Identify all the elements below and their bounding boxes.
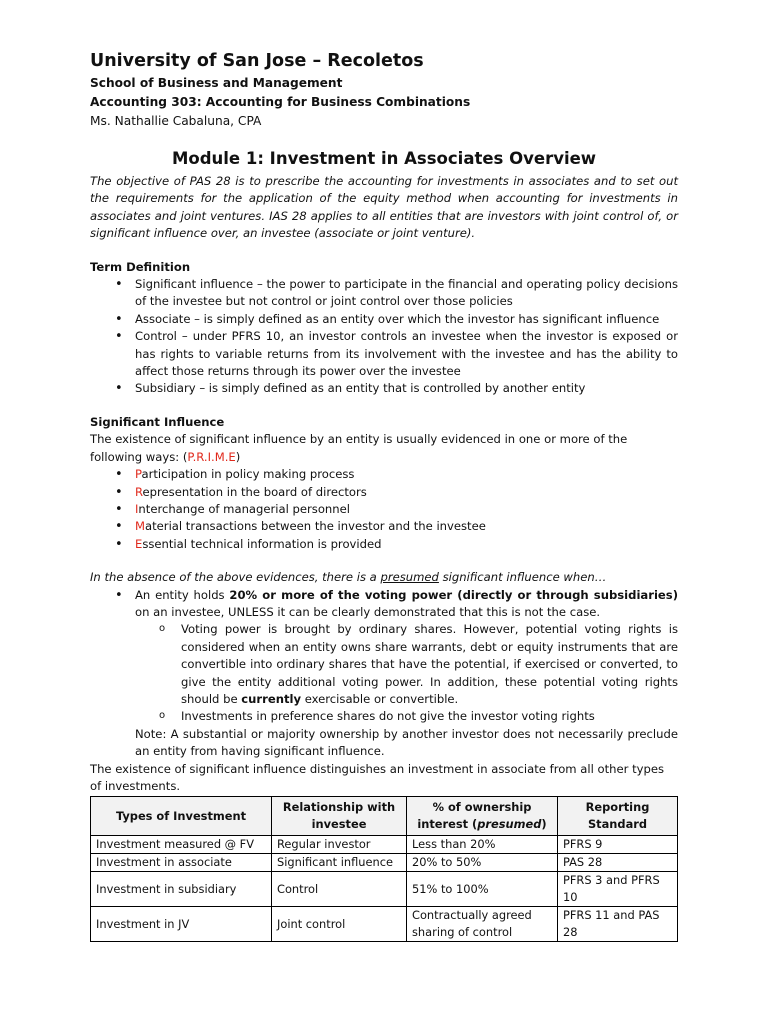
table-cell: Investment measured @ FV [91,836,272,854]
prime-text: epresentation in the board of directors [142,484,367,499]
prime-letter: R [135,484,143,499]
table-cell: Contractually agreed sharing of control [407,907,558,942]
column-header [407,797,558,836]
prime-letter: E [135,536,143,551]
table-cell: 51% to 100% [407,872,558,907]
module-title: Module 1: Investment in Associates Overview [171,149,597,168]
column-header: Reporting Standard [558,797,678,836]
table-row [91,907,678,942]
table-cell: Investment in associate [91,854,272,872]
prime-acronym: P.R.I.M.E [187,449,236,464]
column-header: Types of Investment [91,797,272,836]
prime-text: aterial transactions between the investor and the investee [145,519,486,534]
prime-text: nterchange of managerial personnel [138,501,350,516]
ownership-pre: % of ownership interest ( [417,800,532,832]
term-definition-heading: Term Definition [90,259,191,274]
list-item: • Control – under PFRS 10, an investor controls an investee when the investor is exposed or has rights to variable returns from its involvement with the investee and has the ability to affect those returns through its power over the investee [135,328,678,380]
bullet-post: on an investee, UNLESS it can be clearly demonstrated that this is not the case. [135,604,601,619]
absence-underlined: presumed [380,570,439,585]
intro-end: ) [235,449,241,464]
table-cell: Regular investor [272,836,407,854]
table-cell: Less than 20% [407,836,558,854]
term-definition-list [90,276,678,398]
prime-letter: P [135,467,142,482]
prime-letter: M [135,519,146,534]
list-item: • Associate – is simply defined as an entity over which the investor has significant influence [135,311,678,328]
table-cell: Significant influence [272,854,407,872]
ownership-post: ) [541,817,547,832]
absence-pre: In the absence of the above evidences, there is a [90,570,381,585]
list-item [135,466,678,483]
bullet-pre: An entity holds [135,587,230,602]
table-cell: Investment in JV [91,907,272,942]
table-row [91,872,678,907]
table-cell: Control [272,872,407,907]
absence-post: significant influence when… [438,570,607,585]
bullet-bold: 20% or more of the voting power (directly or through subsidiaries) [229,587,678,602]
sub-list-item: o Investments in preference shares do not give the investor voting rights [181,708,678,725]
table-cell: PFRS 11 and PAS 28 [558,907,678,942]
table-cell: PAS 28 [558,854,678,872]
list-item: • Significant influence – the power to participate in the financial and operating policy decisions of the investee but not control or joint control over those policies [135,276,678,311]
list-item: • Subsidiary – is simply defined as an entity that is controlled by another entity [135,380,678,397]
absence-intro [90,569,678,586]
sub1-bold: currently [241,691,302,706]
significant-influence-intro [90,431,678,466]
objective-paragraph: The objective of PAS 28 is to prescribe the accounting for investments in associates and to set out the requirements for the application of the equity method when accounting for investments in associates and joint ventures. IAS 28 applies to all entities that are investors with joint control of, or significant influence over, an investee (associate or joint venture). [90,174,678,241]
absence-list [90,587,678,726]
instructor-name: Ms. Nathallie Cabaluna, CPA [90,114,262,128]
sub1-post: exercisable or convertible. [301,691,459,706]
significant-influence-heading: Significant Influence [90,414,225,429]
table-cell: PFRS 3 and PFRS 10 [558,872,678,907]
list-item [135,518,678,535]
list-item [135,536,678,553]
university-name: University of San Jose – Recoletos [90,51,424,71]
table-row [91,836,678,854]
list-item [135,484,678,501]
sub-list-item [181,621,678,708]
table-cell: 20% to 50% [407,854,558,872]
table-cell: Investment in subsidiary [91,872,272,907]
course-name: Accounting 303: Accounting for Business Combinations [90,95,471,109]
list-item [135,501,678,518]
prime-text: articipation in policy making process [141,467,355,482]
sub-list [135,621,678,725]
investment-types-table [90,796,678,942]
column-header: Relationship with investee [272,797,407,836]
table-cell: Joint control [272,907,407,942]
list-item [135,587,678,726]
document-header [90,48,678,131]
prime-list [90,466,678,553]
table-cell: PFRS 9 [558,836,678,854]
ownership-em: presumed [477,817,542,832]
table-row [91,854,678,872]
intro-text: The existence of significant influence by an entity is usually evidenced in one or more of the following ways: ( [90,432,628,464]
sub1-pre: Voting power is brought by ordinary shares. However, potential voting rights is considered when an entity owns share warrants, debt or equity instruments that are convertible into ordinary shares that have the potential, if exercised or converted, to give the entity additional voting power. In addition, these potential voting rights should be [181,622,678,706]
closing-paragraph: The existence of significant influence distinguishes an investment in associate from all other types of investments. [90,761,665,793]
school-name: School of Business and Management [90,76,343,90]
table-header-row [91,797,678,836]
prime-text: ssential technical information is provided [142,536,382,551]
prime-letter: I [135,501,139,516]
note-paragraph: Note: A substantial or majority ownership by another investor does not necessarily preclude an entity from having significant influence. [135,726,678,759]
